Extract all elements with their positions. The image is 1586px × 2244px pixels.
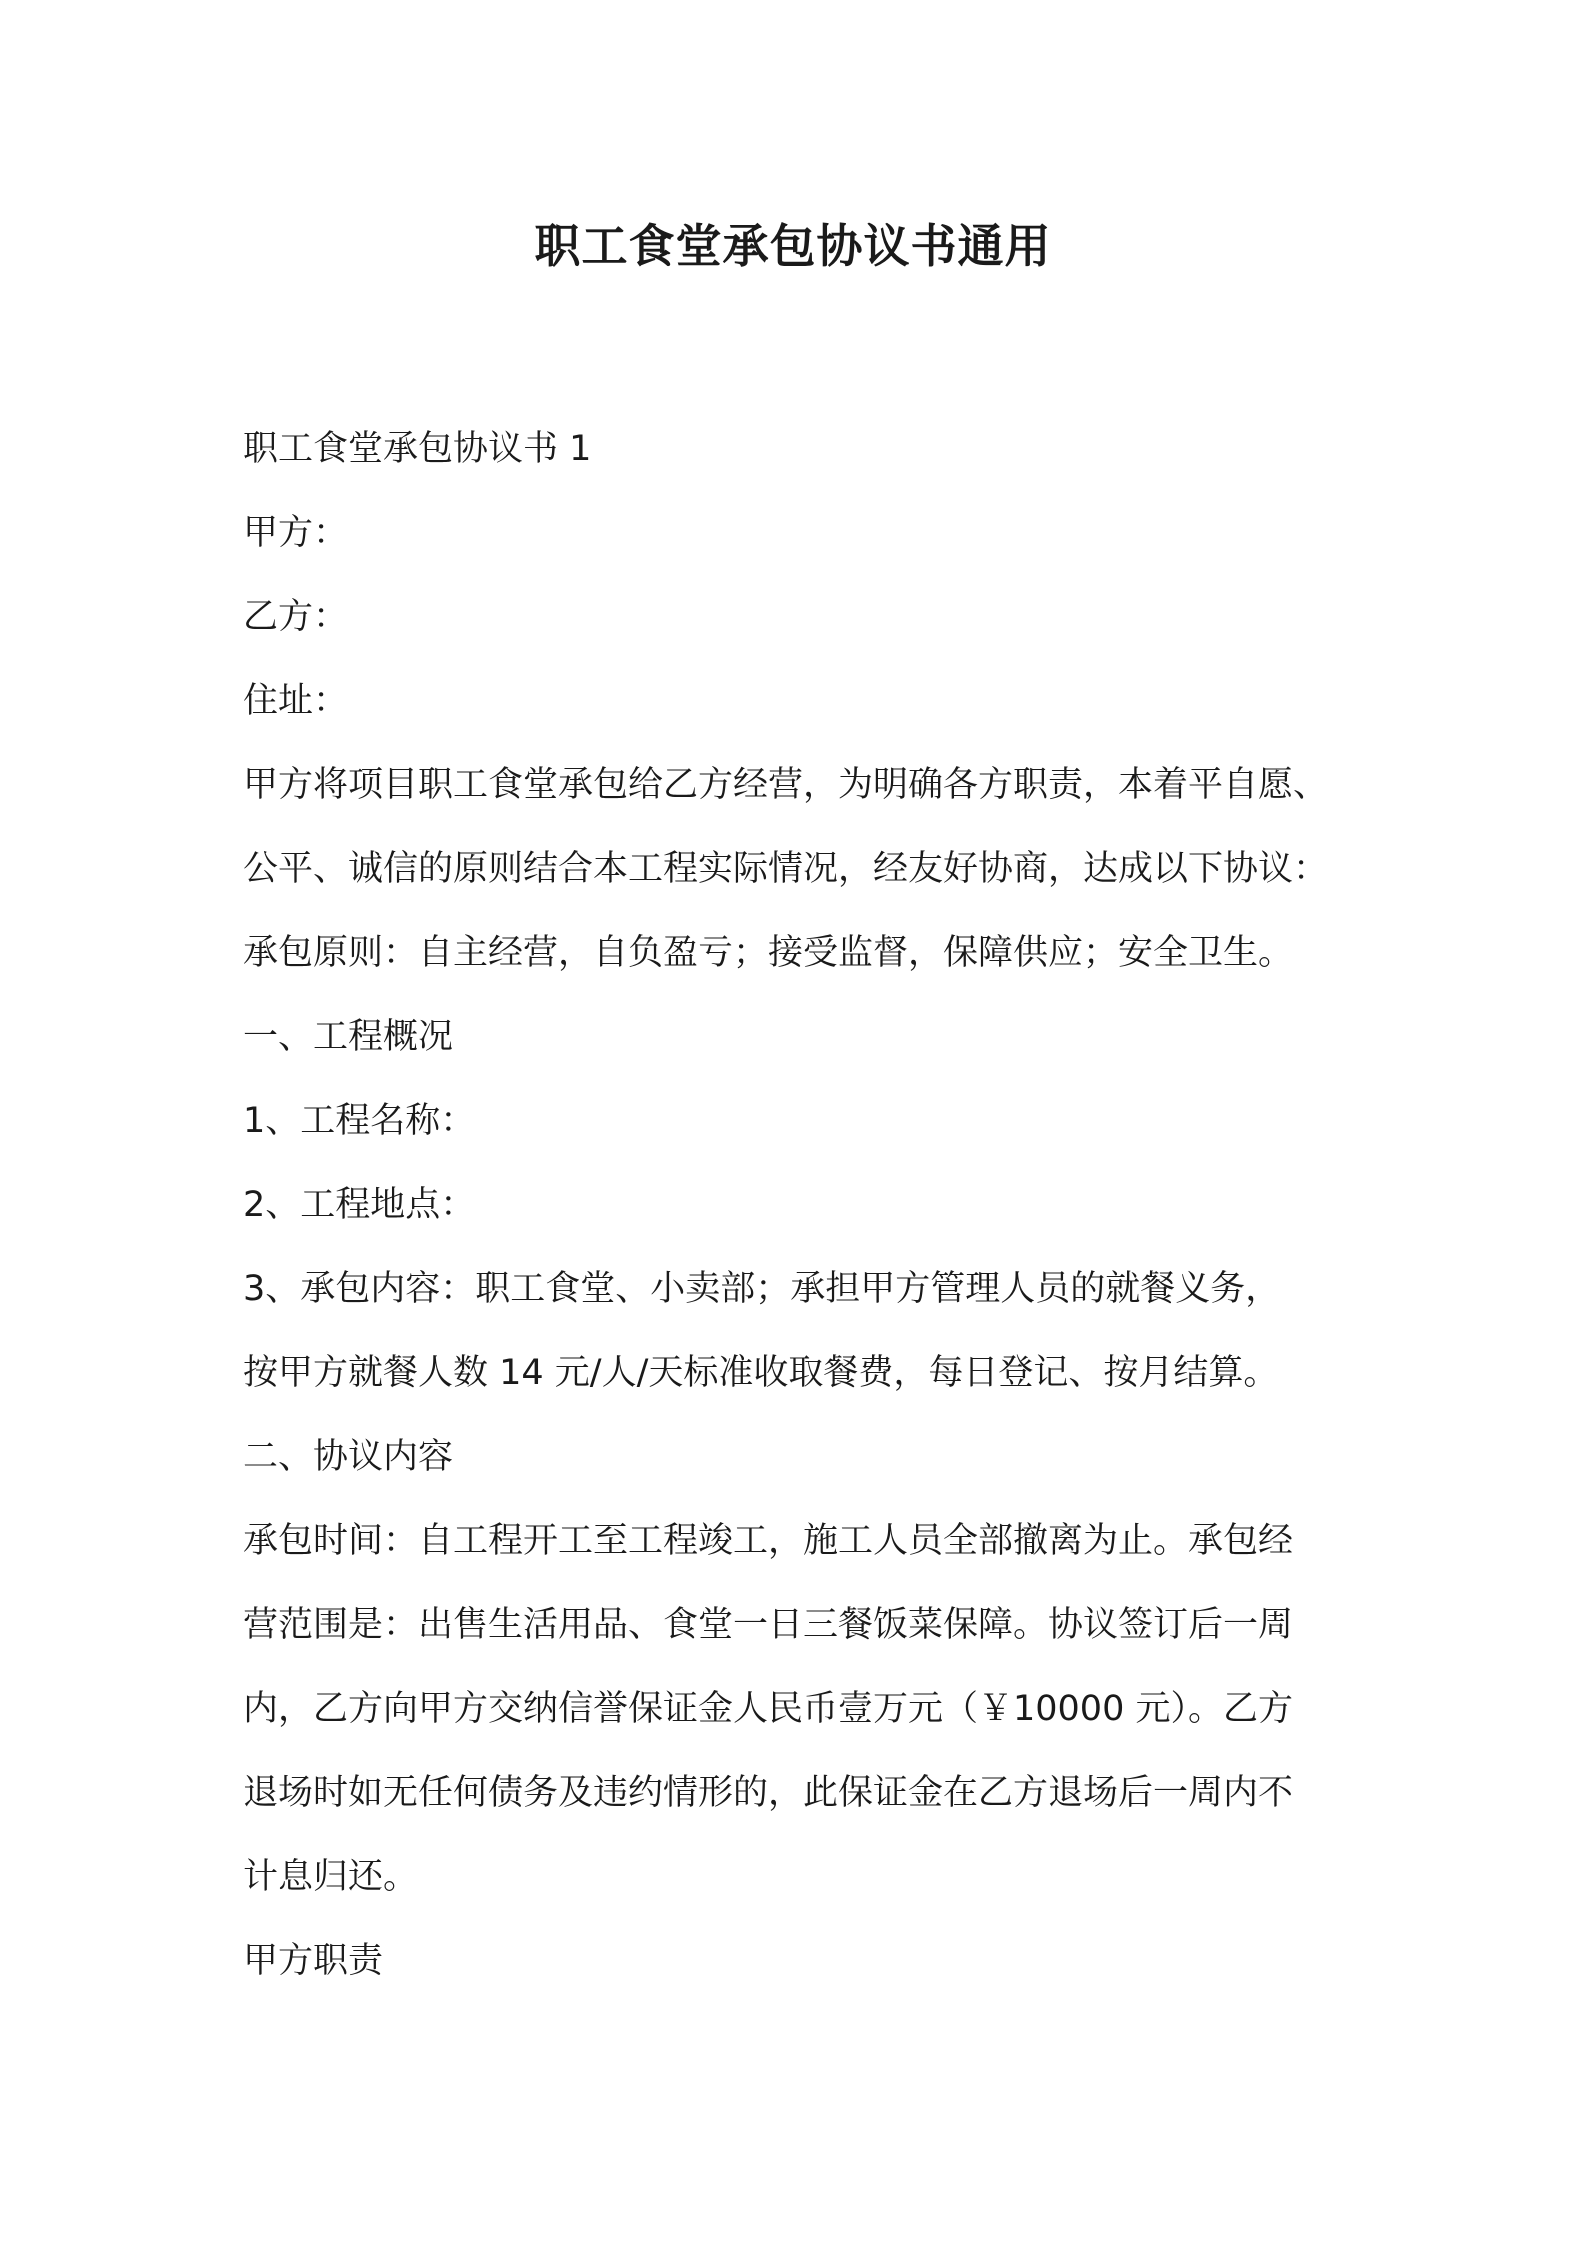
project-name-line: 1、工程名称： xyxy=(243,1101,476,1141)
agreement-line-2: 营范围是：出售生活用品、食堂一日三餐饭菜保障。协议签订后一周 xyxy=(243,1605,1294,1645)
section-heading-1: 一、工程概况 xyxy=(243,1017,454,1057)
agreement-line-5: 计息归还。 xyxy=(243,1857,419,1897)
intro-line-1: 甲方将项目职工食堂承包给乙方经营，为明确各方职责，本着平自愿、 xyxy=(243,765,1329,805)
intro-line-2: 公平、诚信的原则结合本工程实际情况，经友好协商，达成以下协议： xyxy=(243,849,1329,889)
contract-content-line-1: 3、承包内容：职工食堂、小卖部；承担甲方管理人员的就餐义务， xyxy=(243,1269,1281,1309)
party-a-duties-heading: 甲方职责 xyxy=(243,1941,384,1981)
agreement-line-3: 内，乙方向甲方交纳信誉保证金人民币壹万元（￥10000 元）。乙方 xyxy=(243,1689,1293,1729)
agreement-line-1: 承包时间：自工程开工至工程竣工，施工人员全部撤离为止。承包经 xyxy=(243,1521,1294,1561)
project-location-line: 2、工程地点： xyxy=(243,1185,476,1225)
section-heading-2: 二、协议内容 xyxy=(243,1437,454,1477)
party-a-line: 甲方： xyxy=(243,513,349,553)
principle-line: 承包原则：自主经营，自负盈亏；接受监督，保障供应；安全卫生。 xyxy=(243,933,1294,973)
agreement-line-4: 退场时如无任何债务及违约情形的，此保证金在乙方退场后一周内不 xyxy=(243,1773,1294,1813)
subtitle-line: 职工食堂承包协议书 1 xyxy=(243,429,592,469)
party-b-line: 乙方： xyxy=(243,597,349,637)
contract-content-line-2: 按甲方就餐人数 14 元/人/天标准收取餐费，每日登记、按月结算。 xyxy=(243,1353,1279,1393)
document-title: 职工食堂承包协议书通用 xyxy=(534,219,1052,273)
address-line: 住址： xyxy=(243,681,349,721)
document-body xyxy=(243,407,1353,2003)
